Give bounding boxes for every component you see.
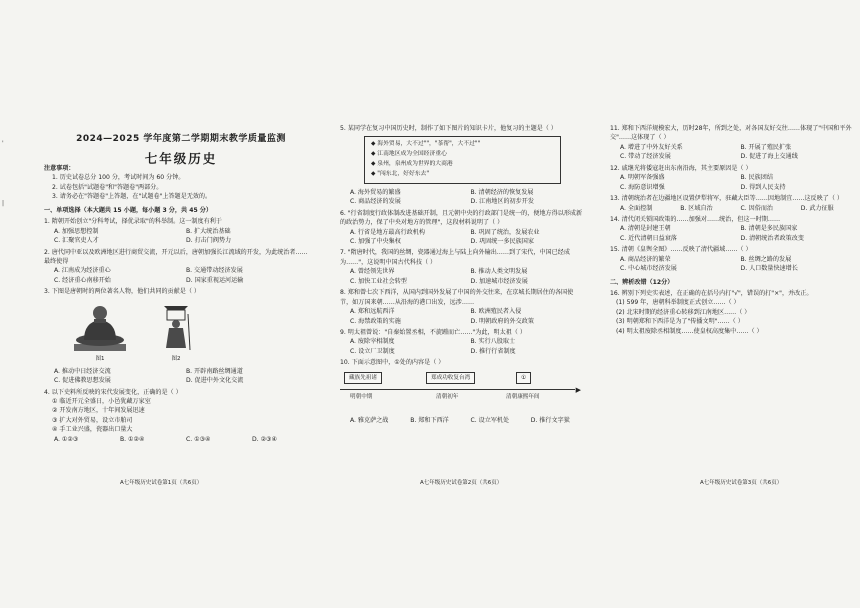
question-15: [610, 245, 855, 273]
option: B. 开辟南路丝绸通道: [186, 367, 243, 375]
option: A. 废除宰相制度: [350, 338, 395, 346]
option: C. 带动了经济发展: [620, 153, 671, 161]
timeline-box: 藏族先祖诸: [344, 372, 382, 385]
page-1: [44, 112, 312, 444]
question-stem: 16. 辨别下列史实表述，在正确的在括号内打"√"，错误的打"×"，并改正。: [610, 290, 813, 297]
option: A. 清朝是封建王朝: [620, 225, 671, 233]
option: C. 中心城市经济发展: [620, 265, 677, 273]
question-14: [610, 215, 855, 243]
option: B. 丝绸之路的发展: [740, 255, 792, 263]
question-1: [44, 217, 312, 245]
option: A. 郑和远航西洋: [350, 308, 395, 316]
option: C. 海防意识增强: [620, 183, 665, 191]
question-stem: 1. 隋朝开始创立"分科考试，择优录取"的科举制。这一制度有利于: [44, 218, 222, 226]
statement: ② 开发南方地区，十年间发展迅速: [52, 407, 145, 415]
timeline-label: 清朝康熙年间: [506, 393, 540, 400]
question-7: [340, 248, 585, 286]
card-line: ◆ 泉州，泉州成为世界的大商港: [371, 161, 453, 168]
question-16: [610, 289, 855, 336]
option: B. ①②④: [120, 435, 145, 443]
traveling-monk-icon: [156, 300, 196, 352]
question-stem: 8. 郑和曾七次下西洋，从国内到国外发展了中国的外交往来，在京城长期居住的各国使节，如万国来朝……从沿海的港口出发，远涉……: [340, 289, 574, 306]
question-stem: 3. 下图是唐朝时的两位著名人物，他们共同的贡献是（ ）: [44, 288, 200, 296]
option: B. 开展了殖民扩张: [740, 143, 792, 151]
question-stem: 4. 以下史料所反映的宋代发展变化，正确的是（ ）: [44, 388, 182, 396]
subject-title: 七年级历史: [144, 151, 218, 166]
section-heading: 二、辨析改错（12分）: [610, 278, 674, 286]
question-stem: 7. "隋唐时代，我国的丝绸，瓷器通过海上与陆上向外输出……到了宋代，中国已经成为……"，这说明中国古代科技（ ）: [340, 249, 570, 266]
option: A. 行省是地方最高行政机构: [350, 228, 425, 236]
statement: ③ 扩大对外贸易，设立市舶司: [52, 416, 133, 424]
option: B. 区域自治: [680, 204, 713, 212]
question-stem: 6. "行省制度行政体制改进基础开制，且元朝中央的行政部门是统一的，便地方得以形成新的政治势力，保了中央对地方的管理"，这段材料说明了（ ）: [340, 209, 583, 227]
option: A. 雅克萨之战: [350, 416, 389, 424]
timeline-label: 明朝中期: [350, 393, 373, 400]
timeline-label: 清朝初年: [436, 393, 459, 400]
option: B. 欧洲殖民者入侵: [470, 308, 522, 316]
statement: ④ 手工业兴盛，瓷器出口量大: [52, 426, 133, 434]
judgement-item: (1) 599 年，唐朝科举制度正式创立……（ ）: [616, 299, 740, 307]
option: B. 推动人类文明发展: [470, 268, 528, 276]
option: D. 得到人民支持: [740, 183, 786, 191]
option: D. 促进了海上交通线: [740, 153, 798, 161]
question-stem: 11. 郑和下西洋规模宏大，历时28年，所到之处，对各国友好交往……体现了"中国和平外交"……这体现了（ ）: [610, 125, 852, 142]
timeline-box: 郑成功收复台湾: [426, 372, 475, 385]
option: D. 人口数量快速增长: [740, 265, 798, 273]
option: C. 经济重心南移开始: [54, 276, 111, 284]
option: D. 加速城市经济发展: [470, 277, 528, 285]
question-stem: 9. 明太祖曾说："自秦始置丞相，不旋踵而亡……"为此，明太祖（ ）: [340, 328, 526, 336]
figure-caption: 图2: [171, 356, 181, 363]
question-stem: 13. 清朝统治者在边疆地区设置伊犁将军，驻藏大臣等……因地制宜……这反映了（ ）: [610, 195, 843, 203]
page-mark: ': [2, 140, 4, 147]
option: A. 增进了中外友好关系: [620, 143, 683, 151]
notice: [44, 164, 312, 202]
option: D. 推行文字狱: [530, 416, 570, 424]
option: C. 促进佛教思想发展: [54, 377, 111, 385]
judgement-item: (4) 明太祖废除丞相制度……使皇权高度集中……（ ）: [616, 327, 763, 335]
question-stem: 12. 戚继光将倭寇赶出东南沿海，其主要原因是（ ）: [610, 164, 752, 172]
option: C. 设立军机处: [470, 416, 510, 424]
judgement-item: (2) 北宋时期的经济重心转移到江南地区……（ ）: [616, 308, 751, 316]
timeline-axis: [340, 389, 575, 390]
option: A. 江南成为经济重心: [54, 267, 111, 275]
option: B. 巩固了统治，发展农业: [470, 228, 540, 236]
option: A. 推动中日经济交流: [54, 367, 111, 375]
option: A. 商品经济的繁荣: [620, 255, 671, 263]
question-12: [610, 164, 855, 192]
option: C. ①③④: [186, 435, 211, 443]
page-mark: |: [2, 200, 5, 207]
question-10: [340, 358, 585, 425]
option: B. 扩大统治基础: [186, 227, 231, 235]
option: B. 郑和下西洋: [410, 416, 449, 424]
option: C. 海禁政策的实施: [350, 317, 401, 325]
option: D. 国家重视运河运输: [186, 276, 244, 284]
question-6: [340, 209, 585, 247]
option: B. 清朝是多民族国家: [740, 225, 798, 233]
seated-monk-statue-icon: [70, 300, 130, 352]
figure-caption: 图1: [95, 356, 105, 363]
option: C. 加快工业社会转型: [350, 277, 407, 285]
question-stem: 10. 下面示意图中，①处的内容是（ ）: [340, 359, 445, 367]
page-2: [340, 122, 585, 425]
question-stem: 14. 清代闭关锁国政策的……加强对……统治，但这一时期……: [610, 215, 781, 223]
timeline-box: ①: [516, 372, 531, 385]
notice-item: 3. 请务必在"答题卷"上答题，在"试题卷"上答题是无效的。: [52, 193, 212, 201]
notice-item: 2. 试卷包括"试题卷"和"答题卷"两部分。: [52, 183, 163, 191]
option: D. 明朝政府的外交政策: [470, 317, 534, 325]
option: D. 促进中外文化交流: [186, 377, 244, 385]
option: D. ②③④: [252, 435, 277, 443]
option: A. 加强思想控制: [54, 227, 99, 235]
option: A. 海外贸易的繁盛: [350, 188, 401, 196]
option: B. 清朝经济的恢复发展: [470, 188, 534, 196]
question-stem: 5. 某同学在复习中国历史时，制作了如下图片的知识卡片，他复习的主题是（ ）: [340, 125, 557, 132]
judgement-item: (3) 明朝郑和下西洋是为了"传播文明"……（ ）: [616, 318, 744, 326]
card-line: ◆ 海外贸易，大不过""，"茶帮"，大不过"": [371, 141, 481, 148]
option: B. 交通带动经济发展: [186, 267, 243, 275]
arrow-right-icon: ▶: [575, 385, 581, 394]
page-footer: A七年级历史试卷第2页（共6页）: [420, 480, 503, 486]
question-4: [44, 388, 312, 445]
option: C. 因俗而治: [740, 204, 774, 212]
question-stem: 2. 唐代同中亚以及欧洲地区进行商贸交流，开元以后，唐朝加强长江流域的开发，为此统治者……最终使得: [44, 248, 308, 265]
question-3: [44, 287, 312, 385]
question-13: [610, 194, 855, 213]
option: D. 武力征服: [800, 204, 834, 212]
card-line: ◆ "闯东北，好好东去": [371, 170, 430, 177]
option: C. 加强了中央集权: [350, 238, 401, 245]
question-2: [44, 248, 312, 286]
notice-heading: 注意事项：: [44, 165, 75, 172]
option: A. ①②③: [54, 435, 79, 443]
question-9: [340, 328, 585, 356]
option: B. 民族团结: [740, 174, 773, 182]
option: C. 汇聚官吏人才: [54, 237, 99, 245]
option: A. 全面控制: [620, 204, 653, 212]
option: B. 实行八股取士: [470, 338, 516, 346]
notice-item: 1. 历史试卷总分 100 分，考试时间为 60 分钟。: [52, 174, 185, 182]
question-stem: 15. 清朝《皇舆全图》……反映了清代疆域……（ ）: [610, 246, 752, 254]
figure-2: [156, 300, 196, 364]
question-5: [340, 124, 585, 207]
page-3: [610, 122, 855, 336]
exam-title: 2024—2025 学年度第二学期期末教学质量监测: [76, 134, 286, 144]
option: D. 江南地区的初步开发: [470, 198, 534, 206]
knowledge-card: [364, 136, 561, 183]
option: D. 巩固统一多民族国家: [470, 238, 534, 245]
option: A. 明朝军备强盛: [620, 174, 665, 182]
question-8: [340, 288, 585, 326]
option: C. 近代清朝日益衰落: [620, 234, 677, 242]
page-footer: A七年级历史试卷第3页（共6页）: [700, 480, 783, 486]
option: C. 设立厂卫制度: [350, 347, 395, 355]
card-line: ◆ 江南地区成为全国经济重心: [371, 151, 447, 158]
option: A. 曾经领先世界: [350, 268, 395, 276]
question-11: [610, 124, 855, 162]
option: D. 打击门阀势力: [186, 237, 232, 245]
option: D. 清朝统治者政策改变: [740, 234, 804, 242]
page-footer: A七年级历史试卷第1页（共6页）: [120, 480, 203, 486]
section-heading: 一、单项选择（本大题共 15 小题，每小题 3 分，共 45 分）: [44, 206, 212, 214]
figure-1: [70, 300, 130, 364]
statement: ① 临近开元全盛日，小邑犹藏万家室: [52, 398, 151, 406]
timeline-diagram: [340, 372, 585, 412]
option: C. 商品经济的发展: [350, 198, 401, 206]
option: D. 推行行省制度: [470, 347, 516, 355]
